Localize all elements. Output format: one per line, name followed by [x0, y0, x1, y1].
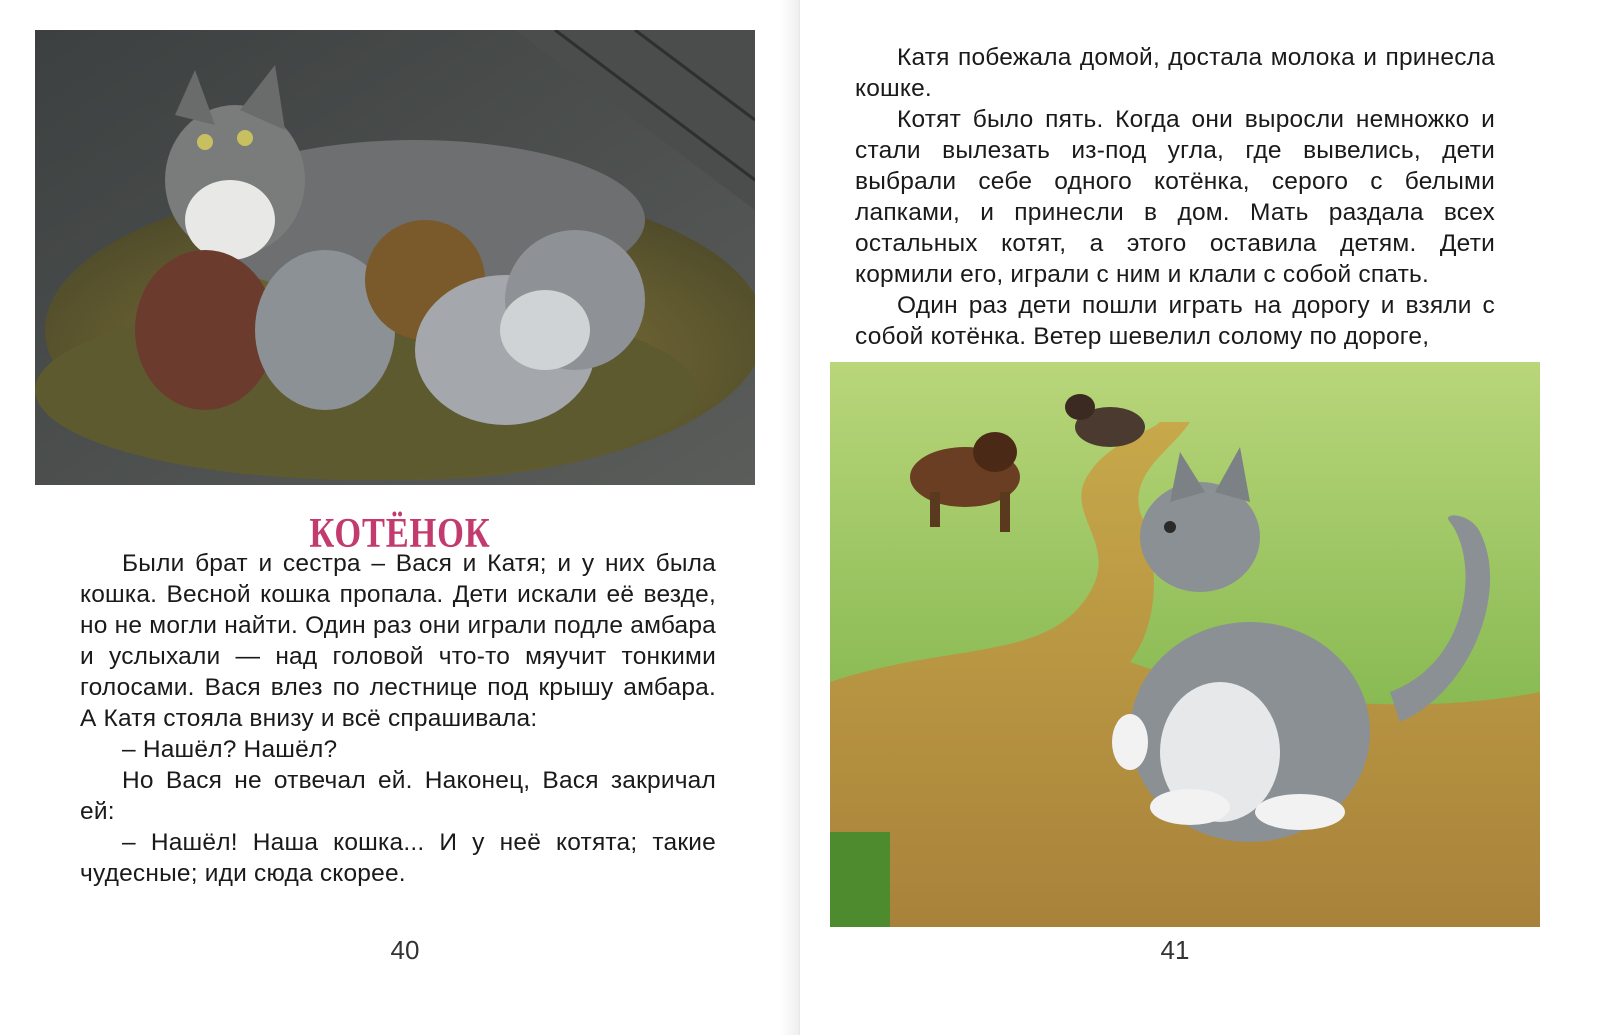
paragraph: Котят было пять. Когда они выросли немножко и стали вылезать из-под угла, где вывелись, дети выбрали себе одного котёнка, серого с белыми лапками, и принесли в дом. Мать раздала всех остальных котят, а этого оставила детям. Дети кормили его, играли с ним и клали с собой спать.	[855, 106, 1495, 288]
illustration-kitten-and-dogs	[830, 362, 1540, 927]
paragraph: Но Вася не отвечал ей. Наконец, Вася закричал ей:	[80, 767, 716, 825]
left-text-block	[80, 548, 716, 889]
right-page	[800, 0, 1600, 1035]
paragraph: Катя побежала домой, достала молока и принесла кошке.	[855, 44, 1495, 102]
dialog-line: – Нашёл! Наша кошка... И у неё котята; такие чудесные; иди сюда скорее.	[80, 829, 716, 887]
page-number: 40	[390, 935, 420, 965]
illustration-cat-with-kittens	[35, 30, 755, 485]
right-text-block	[855, 42, 1495, 352]
dialog-line: – Нашёл? Нашёл?	[122, 736, 338, 763]
paragraph: Один раз дети пошли играть на дорогу и взяли с собой котёнка. Ветер шевелил солому по дороге,	[855, 292, 1495, 350]
paragraph: Были брат и сестра – Вася и Катя; и у них была кошка. Весной кошка пропала. Дети искали её везде, но не могли найти. Один раз они играли подле амбара и услыхали — над головой что-то мяучит тонкими голосами. Вася влез по лестнице под крышу амбара. А Катя стояла внизу и всё спрашивала:	[80, 550, 716, 732]
story-title: КОТЁНОК	[309, 511, 491, 557]
page-number: 41	[1160, 935, 1190, 965]
